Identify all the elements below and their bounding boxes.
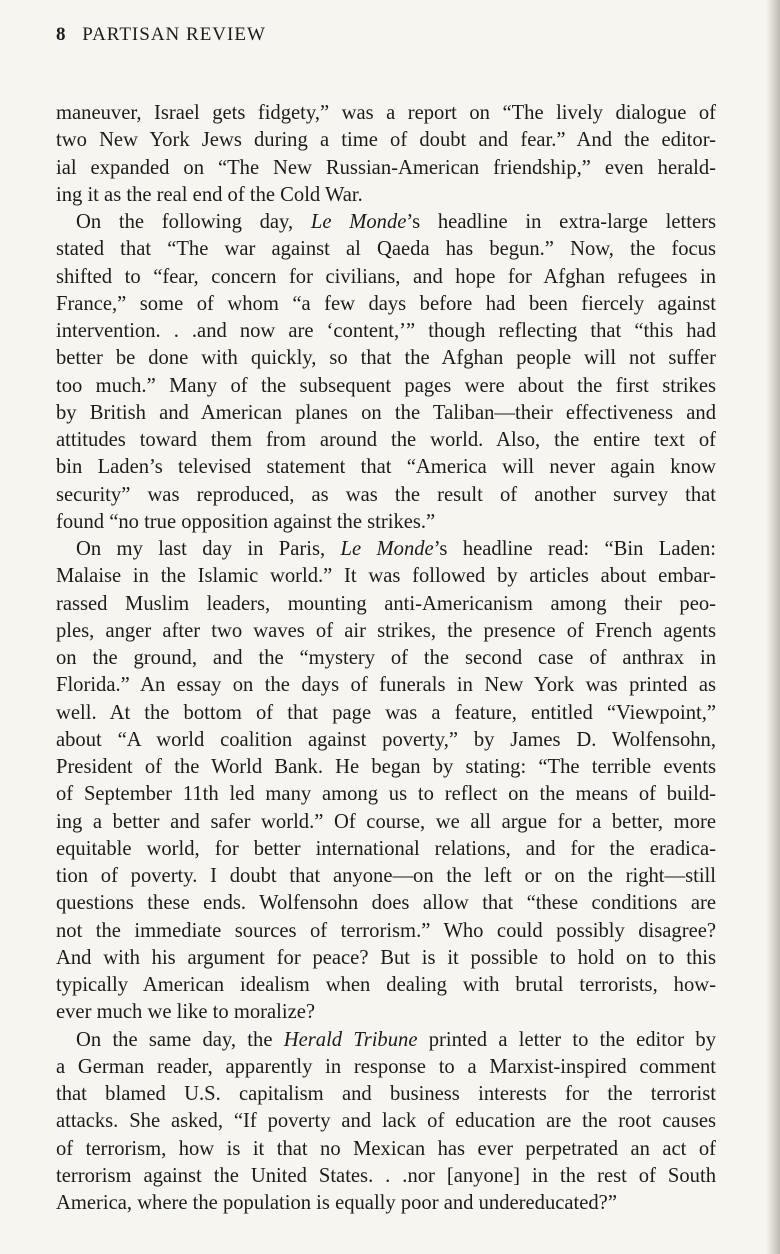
text-line: stated that “The war against al Qaeda has begun.” Now, the focus <box>56 238 716 261</box>
text-line: ial expanded on “The New Russian-American friendship,” even herald- <box>56 156 716 179</box>
text-line: maneuver, Israel gets fidgety,” was a report on “The lively dialogue of <box>56 102 716 124</box>
paragraph <box>56 1027 716 1218</box>
text-line: rassed Muslim leaders, mounting anti-Americanism among their peo- <box>56 592 716 615</box>
text-line: attitudes toward them from around the world. Also, the entire text of <box>56 429 716 451</box>
paragraph <box>56 100 716 209</box>
text-line: of terrorism, how is it that no Mexican has ever perpetrated an act of <box>56 1137 716 1160</box>
running-header <box>56 24 266 46</box>
text-line: two New York Jews during a time of doubt and fear.” And the editor- <box>56 129 716 152</box>
text-line: And with his argument for peace? But is it possible to hold on to this <box>56 946 716 969</box>
text-line: on the ground, and the “mystery of the second case of anthrax in <box>56 647 716 669</box>
text-line: ples, anger after two waves of air strikes, the presence of French agents <box>56 619 716 642</box>
text-line: shifted to “fear, concern for civilians, and hope for Afghan refugees in <box>56 265 716 288</box>
text-line: ever much we like to moralize? <box>56 1001 316 1024</box>
page-number: 8 <box>56 24 67 45</box>
text-line: found “no true opposition against the strikes.” <box>56 510 436 533</box>
text-line: too much.” Many of the subsequent pages were about the first strikes <box>56 374 716 397</box>
paragraph <box>56 536 716 1027</box>
journal-title: PARTISAN REVIEW <box>82 24 266 45</box>
text-line: that blamed U.S. capitalism and business interests for the terrorist <box>56 1083 716 1105</box>
text-line: about “A world coalition against poverty,” by James D. Wolfensohn, <box>56 728 716 751</box>
text-line: intervention. . .and now are ‘content,’” though reflecting that “this had <box>56 320 716 342</box>
text-line: America, where the population is equally poor and undereducated?” <box>56 1192 617 1214</box>
article-body <box>56 100 716 1217</box>
text-line: On my last day in Paris, Le Monde’s headline read: “Bin Laden: <box>76 538 716 560</box>
text-line: attacks. She asked, “If poverty and lack of education are the root causes <box>56 1110 716 1133</box>
text-line: President of the World Bank. He began by stating: “The terrible events <box>56 756 716 778</box>
paragraph <box>56 209 716 536</box>
text-line: Malaise in the Islamic world.” It was followed by articles about embar- <box>56 565 716 588</box>
text-line: On the following day, Le Monde’s headline in extra-large letters <box>76 211 716 233</box>
text-line: better be done with quickly, so that the Afghan people will not suffer <box>56 347 716 370</box>
text-line: not the immediate sources of terrorism.” Who could possibly disagree? <box>56 919 716 942</box>
text-line: by British and American planes on the Taliban—their effectiveness and <box>56 401 716 424</box>
text-line: security” was reproduced, as was the result of another survey that <box>56 483 716 506</box>
text-line: tion of poverty. I doubt that anyone—on the left or on the right—still <box>56 865 716 887</box>
text-line: Florida.” An essay on the days of funerals in New York was printed as <box>56 674 716 697</box>
text-line: ing a better and safer world.” Of course, we all argue for a better, more <box>56 810 716 833</box>
page-spine-shadow <box>766 0 780 1254</box>
text-line: ing it as the real end of the Cold War. <box>56 183 363 206</box>
text-line: questions these ends. Wolfensohn does allow that “these conditions are <box>56 892 716 915</box>
text-line: equitable world, for better international relations, and for the eradica- <box>56 837 716 860</box>
text-line: typically American idealism when dealing with brutal terrorists, how- <box>56 974 716 996</box>
text-line: On the same day, the Herald Tribune printed a letter to the editor by <box>76 1028 717 1051</box>
text-line: a German reader, apparently in response to a Marxist-inspired comment <box>56 1055 716 1078</box>
text-line: bin Laden’s televised statement that “America will never again know <box>56 456 716 479</box>
text-line: terrorism against the United States. . .nor [anyone] in the rest of South <box>56 1164 716 1187</box>
text-line: of September 11th led many among us to reflect on the means of build- <box>56 783 716 806</box>
text-line: France,” some of whom “a few days before had been fiercely against <box>56 292 716 315</box>
text-line: well. At the bottom of that page was a feature, entitled “Viewpoint,” <box>56 701 716 724</box>
